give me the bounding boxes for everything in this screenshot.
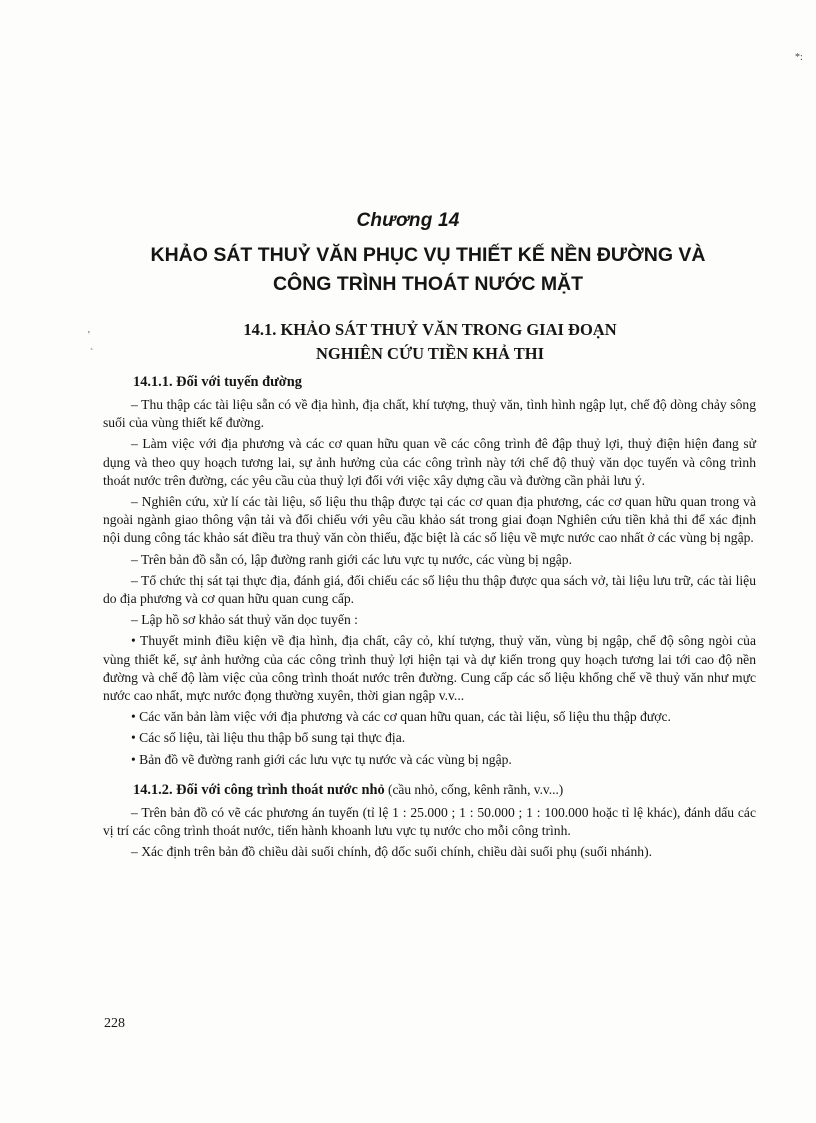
section-title xyxy=(120,318,740,366)
paragraph: – Tổ chức thị sát tại thực địa, đánh giá, đối chiếu các số liệu thu thập được qua sách vở, tài liệu lưu trữ, các tài liệu do địa phương và cơ quan hữu quan cung cấp. xyxy=(103,572,756,607)
section-title-line-2: NGHIÊN CỨU TIỀN KHẢ THI xyxy=(316,344,544,363)
paragraph: – Làm việc với địa phương và các cơ quan hữu quan về các công trình đê đập thuỷ lợi, thuỷ điện hiện đang sử dụng và theo quy hoạch tương lai, sự ảnh hưởng của các công trình này tới chế độ thuỷ văn dọc tuyến và công trình thoát nước trên đường, các yêu cầu của thuỷ lợi đối với việc xây dựng cầu và đường cần phải lưu ý. xyxy=(103,436,756,488)
chapter-label: Chương 14 xyxy=(356,210,460,231)
bullet-item: • Các văn bản làm việc với địa phương và các cơ quan hữu quan, các tài liệu, số liệu thu thập được. xyxy=(131,709,671,725)
chapter-title xyxy=(60,241,796,299)
subsection-heading-drainage xyxy=(133,781,756,799)
subsection-heading-note: (cầu nhỏ, cống, kênh rãnh, v.v...) xyxy=(384,781,564,797)
subsection-heading-roads: 14.1.1. Đối với tuyến đường xyxy=(133,374,302,390)
scan-speck-mark: ` xyxy=(90,348,94,359)
subsection-heading-text: 14.1.2. Đối với công trình thoát nước nhỏ xyxy=(133,781,385,798)
paragraph: – Trên bản đồ có vẽ các phương án tuyến (tỉ lệ 1 : 25.000 ; 1 : 50.000 ; 1 : 100.000 hoặc tỉ lệ khác), đánh dấu các vị trí các công trình thoát nước, tiến hành khoanh lưu vực tụ nước cho mỗi công trình. xyxy=(103,804,756,839)
page-number: 228 xyxy=(104,1016,125,1031)
bullet-item: • Thuyết minh điều kiện về địa hình, địa chất, cây cỏ, khí tượng, thuỷ văn, vùng bị ngập, chế độ sông ngòi của vùng thiết kế, sự ảnh hưởng của các công trình thuỷ lợi hiện tại và dự kiến trong quy hoạch tương lai tới cao độ nền đường và chế độ làm việc của công trình thoát nước trên đường. Cung cấp các số liệu khống chế về thuỷ văn như mực nước cao nhất, mực nước đọng thường xuyên, thời gian ngập v.v... xyxy=(103,633,756,704)
bullet-item: • Bản đồ vẽ đường ranh giới các lưu vực tụ nước và các vùng bị ngập. xyxy=(131,751,512,767)
section-title-line-1: 14.1. KHẢO SÁT THUỶ VĂN TRONG GIAI ĐOẠN xyxy=(243,320,617,339)
paragraph: – Nghiên cứu, xử lí các tài liệu, số liệu thu thập được tại các cơ quan địa phương, các cơ quan hữu quan trong và ngoài ngành giao thông vận tải và đối chiếu với yêu cầu khảo sát trong giai đoạn Nghiên cứu tiền khả thi để xác định nội dung công tác khảo sát điều tra thuỷ văn còn thiếu, đặc biệt là các số liệu về mực nước cao nhất ở các vùng bị ngập. xyxy=(103,494,756,546)
body-text xyxy=(103,373,756,864)
paragraph: – Xác định trên bản đồ chiều dài suối chính, độ dốc suối chính, chiều dài suối phụ (suối nhánh). xyxy=(131,844,652,860)
paragraph: – Thu thập các tài liệu sẵn có về địa hình, địa chất, khí tượng, thuỷ văn, tình hình ngập lụt, chế độ dòng chảy sông suối của vùng thiết kế đường. xyxy=(103,397,756,431)
scan-speck-mark: ' xyxy=(88,330,90,341)
paragraph: – Trên bản đồ sẵn có, lập đường ranh giới các lưu vực tụ nước, các vùng bị ngập. xyxy=(131,551,573,567)
paragraph: – Lập hồ sơ khảo sát thuỷ văn dọc tuyến : xyxy=(131,612,358,628)
chapter-title-line-1: KHẢO SÁT THUỶ VĂN PHỤC VỤ THIẾT KẾ NỀN ĐƯỜNG VÀ xyxy=(150,244,706,266)
chapter-title-line-2: CÔNG TRÌNH THOÁT NƯỚC MẶT xyxy=(272,273,584,295)
scan-speck-mark: *: xyxy=(795,52,803,63)
bullet-item: • Các số liệu, tài liệu thu thập bổ sung tại thực địa. xyxy=(131,730,406,746)
